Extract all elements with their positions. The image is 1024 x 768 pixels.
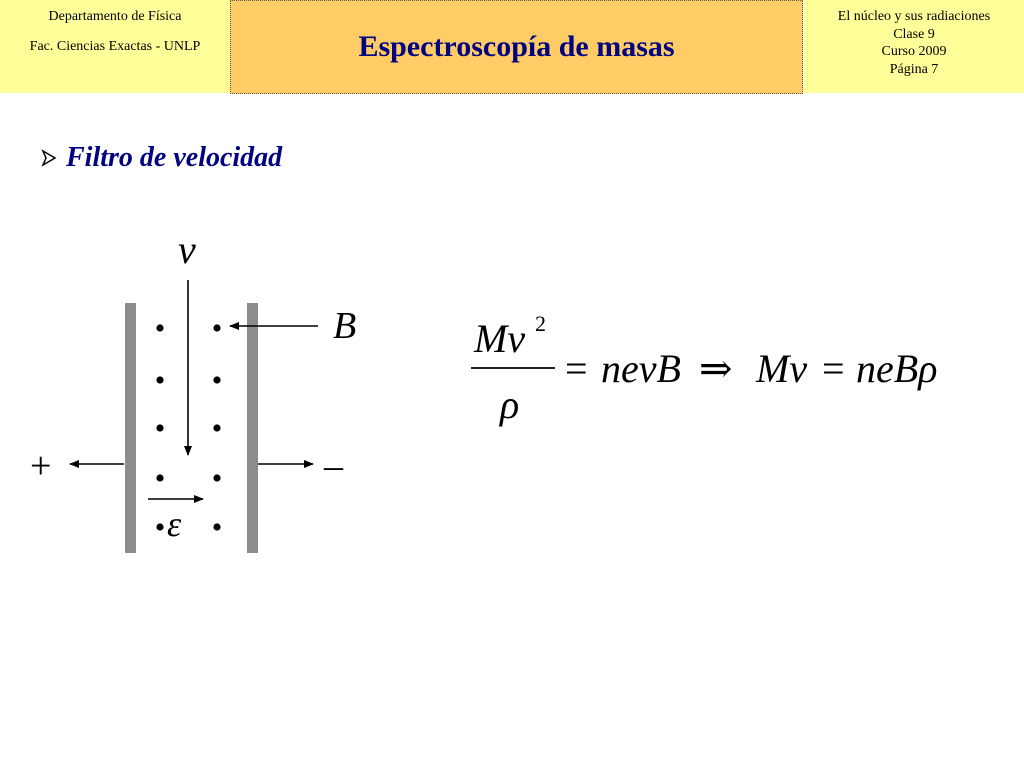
b-field-label: B bbox=[333, 305, 357, 347]
velocity-label: v bbox=[178, 227, 196, 272]
page-number-label: Página 7 bbox=[889, 61, 939, 77]
equals-sign-1: = bbox=[565, 346, 588, 391]
bullet-text: Filtro de velocidad bbox=[66, 142, 283, 173]
course-topic-label: El núcleo y sus radiaciones bbox=[837, 9, 991, 24]
equation-lhs-2: Mv bbox=[756, 346, 808, 391]
faculty-label: Fac. Ciencias Exactas - UNLP bbox=[29, 39, 201, 54]
implies-arrow: ⇒ bbox=[699, 346, 733, 391]
page-title: Espectroscopía de masas bbox=[358, 30, 675, 63]
epsilon-label: ε bbox=[167, 504, 182, 544]
equation-rhs-2: neBρ bbox=[856, 346, 938, 391]
equation-denominator: ρ bbox=[500, 382, 520, 427]
department-label: Departamento de Física bbox=[48, 9, 182, 24]
equals-sign-2: = bbox=[822, 346, 845, 391]
course-year-label: Curso 2009 bbox=[881, 44, 947, 59]
equation-rhs-1: nevB bbox=[601, 346, 681, 391]
plus-label: + bbox=[30, 445, 52, 487]
equation-numerator: Mv bbox=[474, 316, 526, 361]
class-number-label: Clase 9 bbox=[893, 26, 935, 42]
equation-exponent: 2 bbox=[535, 311, 546, 336]
minus-label: – bbox=[324, 445, 343, 487]
